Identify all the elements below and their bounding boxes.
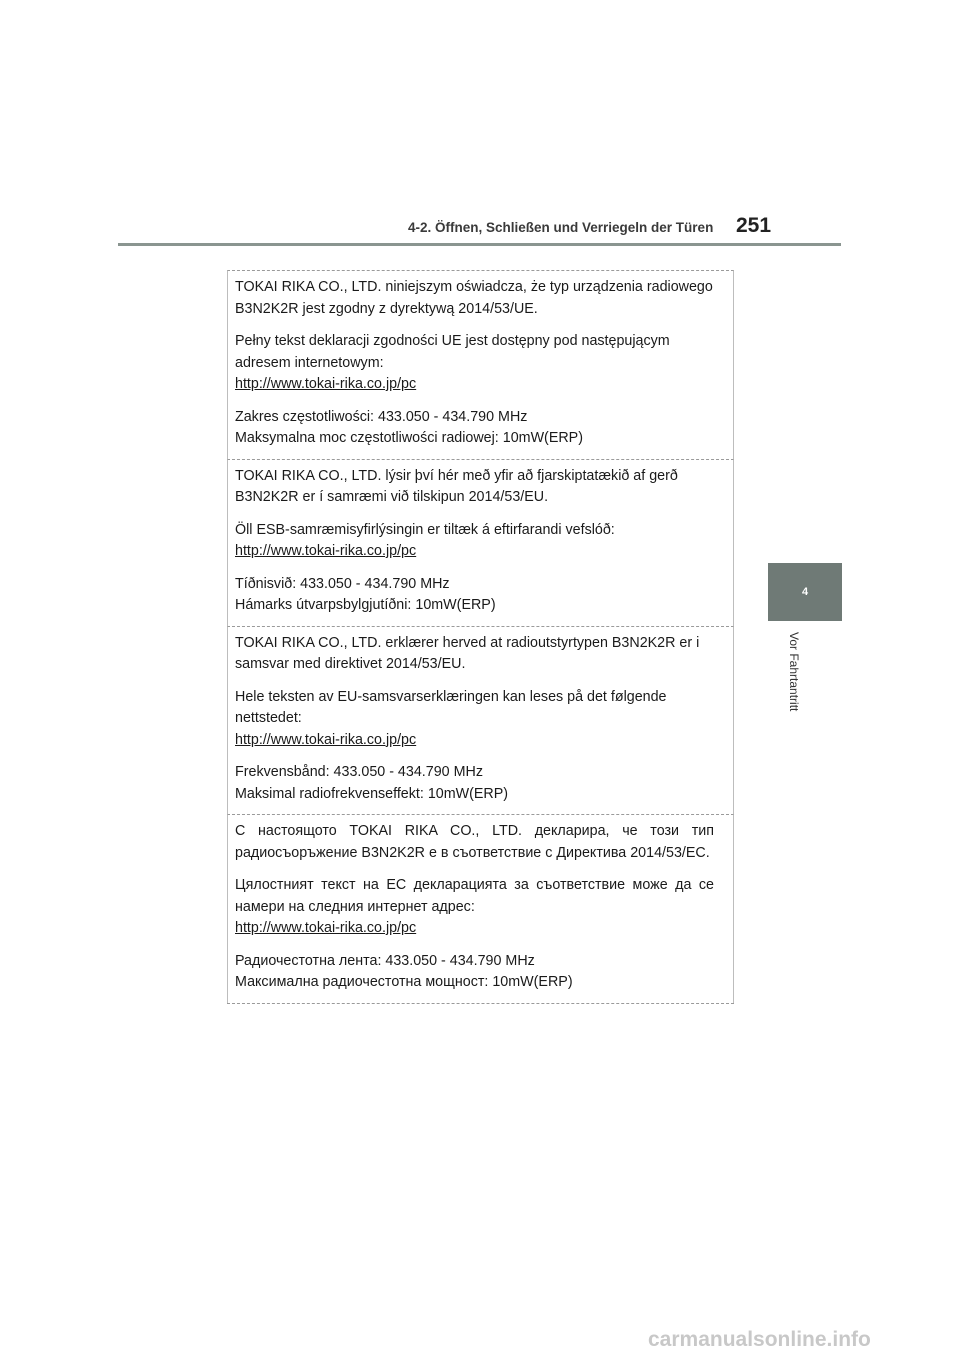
page-number: 251 (736, 214, 772, 237)
declaration-statement: TOKAI RIKA CO., LTD. erklærer herved at radioutstyrtypen B3N2K2R er i samsvar med direktivet 2014/53/EU. (235, 634, 700, 672)
frequency-range: Zakres częstotliwości: 433.050 - 434.790 MHz (235, 408, 528, 425)
declaration-link[interactable]: http://www.tokai-rika.co.jp/pc (235, 731, 417, 748)
declaration-statement: TOKAI RIKA CO., LTD. lýsir því hér með yfir að fjarskiptatækið af gerð B3N2K2R er í samræmi við tilskipun 2014/53/EU. (235, 467, 678, 505)
declaration-text-info: Pełny tekst deklaracji zgodności UE jest dostępny pod następującym adresem internetowym: (235, 333, 670, 371)
max-power: Maksymalna moc częstotliwości radiowej: 10mW(ERP) (235, 430, 583, 446)
chapter-tab (768, 563, 842, 621)
declaration-statement: TOKAI RIKA CO., LTD. niniejszym oświadcza, że typ urządzenia radiowego B3N2K2R jest zgodny z dyrektywą 2014/53/UE. (235, 279, 713, 317)
declaration-icelandic (227, 459, 734, 626)
chapter-number: 4 (801, 586, 809, 598)
declaration-text-info: Hele teksten av EU-samsvarserklæringen kan leses på det følgende nettstedet: (235, 688, 667, 726)
declaration-sections (227, 270, 734, 1004)
declaration-bulgarian (227, 814, 734, 1003)
watermark: carmanualsonline.info (648, 1328, 871, 1351)
declaration-polish (227, 270, 734, 459)
declaration-link[interactable]: http://www.tokai-rika.co.jp/pc (235, 543, 417, 559)
declaration-link[interactable]: http://www.tokai-rika.co.jp/pc (235, 920, 417, 936)
running-header-title: 4-2. Öffnen, Schließen und Verriegeln der Türen (408, 220, 714, 235)
frequency-range: Frekvensbånd: 433.050 - 434.790 MHz (235, 764, 483, 780)
declaration-text-info: Цялостният текст на ЕС декларацията за съответствие може да се намери на следния интернет адрес: (235, 877, 714, 915)
frequency-range: Tíðnisvið: 433.050 - 434.790 MHz (235, 575, 450, 592)
max-power: Maksimal radiofrekvenseffekt: 10mW(ERP) (235, 785, 509, 802)
frequency-range: Радиочестотна лента: 433.050 - 434.790 MHz (235, 952, 535, 969)
chapter-label: Vor Fahrtantritt (787, 632, 801, 712)
declaration-text-info: Öll ESB-samræmisyfirlýsingin er tiltæk á eftirfarandi vefslóð: (235, 521, 615, 538)
declaration-link[interactable]: http://www.tokai-rika.co.jp/pc (235, 376, 417, 392)
declaration-norwegian (227, 626, 734, 815)
max-power: Hámarks útvarpsbylgjutíðni: 10mW(ERP) (235, 597, 496, 613)
header-divider (118, 243, 841, 246)
max-power: Максимална радиочестотна мощност: 10mW(ERP) (235, 974, 573, 990)
declaration-statement: С настоящото TOKAI RIKA CO., LTD. декларира, че този тип радиосъоръжение B3N2K2R е в съответствие с Директива 2014/53/ЕС. (235, 823, 714, 861)
